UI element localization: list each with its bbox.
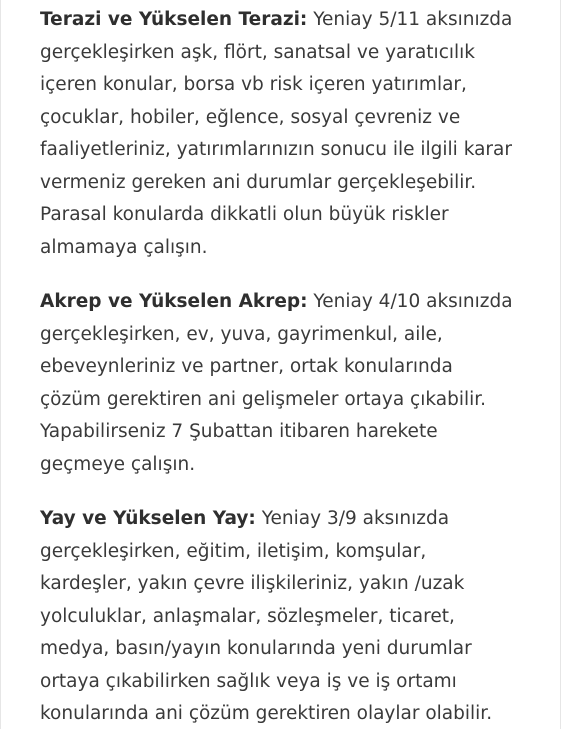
section-text-line: gerçekleşirken, ev, yuva, gayrimenkul, aile, [40, 323, 443, 345]
section-text-line: konularında ani çözüm gerektiren olaylar olabilir. [40, 703, 493, 724]
article-body [40, 4, 552, 753]
section-text-line: ortaya çıkabilirken sağlık veya iş ve iş ortamı [40, 670, 457, 692]
section-first-line [40, 286, 552, 319]
section-akrep [40, 286, 552, 481]
section-text-line: almamaya çalışın. [40, 236, 208, 258]
section-text-line: geçmeye çalışın. [40, 453, 196, 475]
section-text-line: medya, basın/yayın konularında yeni durumlar [40, 638, 472, 659]
section-title: Yay ve Yükselen Yay: [40, 508, 256, 529]
section-text-line: gerçekleşirken, eğitim, iletişim, komşular, [40, 540, 427, 562]
section-text-line: çözüm gerektiren ani gelişmeler ortaya çıkabilir. [40, 388, 487, 410]
section-text-line: Yapabilirseniz 7 Şubattan itibaren harekete [40, 421, 438, 442]
section-text: Yeniay 4/10 aksınızda [307, 291, 513, 312]
section-first-line [40, 503, 552, 536]
section-text-line: vermeniz gereken ani durumlar gerçekleşebilir. [40, 171, 477, 193]
section-text-line: Parasal konularda dikkatli olun büyük riskler [40, 204, 449, 225]
section-title: Akrep ve Yükselen Akrep: [40, 291, 308, 312]
section-text-line: içeren konular, borsa vb risk içeren yatırımlar, [40, 74, 467, 95]
section-text: Yeniay 3/9 aksınızda [255, 508, 450, 529]
section-yay [40, 503, 552, 731]
section-text-line: gerçekleşirken aşk, flört, sanatsal ve yaratıcılık [40, 41, 476, 63]
section-text-line: ebeveynleriniz ve partner, ortak konularında [40, 356, 453, 377]
section-terazi [40, 4, 552, 264]
section-title: Terazi ve Yükselen Terazi: [40, 9, 308, 30]
section-text-line: kardeşler, yakın çevre ilişkileriniz, yakın /uzak [40, 573, 465, 594]
section-text-line: çocuklar, hobiler, eğlence, sosyal çevreniz ve [40, 106, 461, 128]
section-first-line [40, 4, 552, 37]
section-text-line: yolculuklar, anlaşmalar, sözleşmeler, ticaret, [40, 605, 455, 627]
section-text: Yeniay 5/11 aksınızda [307, 9, 513, 30]
section-text-line: faaliyetleriniz, yatırımlarınızın sonucu ile ilgili karar [40, 139, 512, 160]
